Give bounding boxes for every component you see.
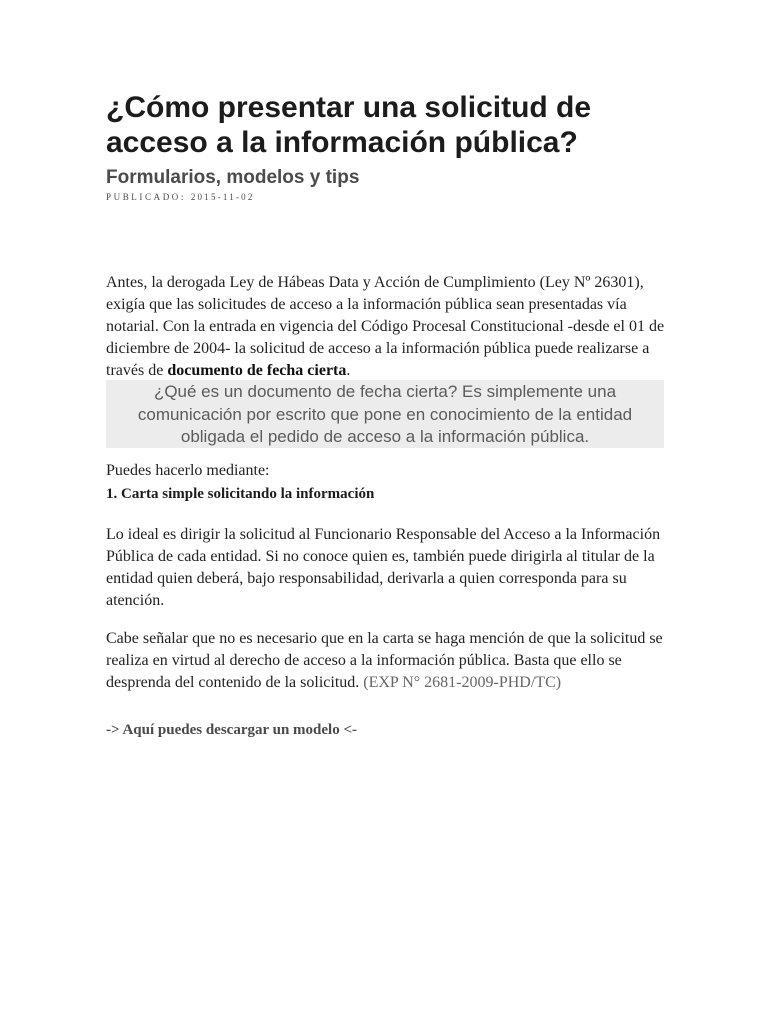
intro-paragraph bbox=[106, 272, 666, 382]
intro-end: . bbox=[346, 362, 351, 379]
intro-bold-term: documento de fecha cierta bbox=[167, 362, 347, 379]
lead-text: Puedes hacerlo mediante: bbox=[106, 462, 270, 479]
paragraph-1: Lo ideal es dirigir la solicitud al Funcionario Responsable del Acceso a la Información Pública de cada entidad. Si no conoce quien es, también puede dirigirla al titular de la entidad quien deberá, bajo responsabilidad, derivarla a quien corresponda para su atención. bbox=[106, 526, 661, 609]
article-title: ¿Cómo presentar una solicitud de acceso a la información pública? bbox=[106, 91, 592, 159]
download-model-link[interactable]: -> Aquí puedes descargar un modelo <- bbox=[106, 722, 358, 738]
pull-quote: ¿Qué es un documento de fecha cierta? Es simplemente una comunicación por escrito que pone en conocimiento de la entidad obligada el pedido de acceso a la información pública. bbox=[106, 380, 664, 448]
published-date-value: 2015-11-02 bbox=[190, 192, 255, 202]
paragraph-2 bbox=[106, 628, 666, 694]
article-subtitle: Formularios, modelos y tips bbox=[106, 167, 360, 188]
intro-text: Antes, la derogada Ley de Hábeas Data y Acción de Cumplimiento (Ley Nº 26301), exigía que las solicitudes de acceso a la información pública sean presentadas vía notarial. Con la entrada en vigencia del Código Procesal Constitucional -desde el 01 de diciembre de 2004- la solicitud de acceso a la información pública puede realizarse a través de bbox=[106, 274, 665, 379]
paragraph-2-text: Cabe señalar que no es necesario que en la carta se haga mención de que la solicitud se realiza en virtud al derecho de acceso a la información pública. Basta que ello se desprenda del contenido de la solicitud. bbox=[106, 630, 663, 691]
publication-date bbox=[106, 191, 255, 203]
case-citation: (EXP N° 2681-2009-PHD/TC) bbox=[363, 674, 562, 691]
published-label: PUBLICADO: bbox=[106, 192, 191, 202]
section-heading: 1. Carta simple solicitando la información bbox=[106, 486, 375, 502]
